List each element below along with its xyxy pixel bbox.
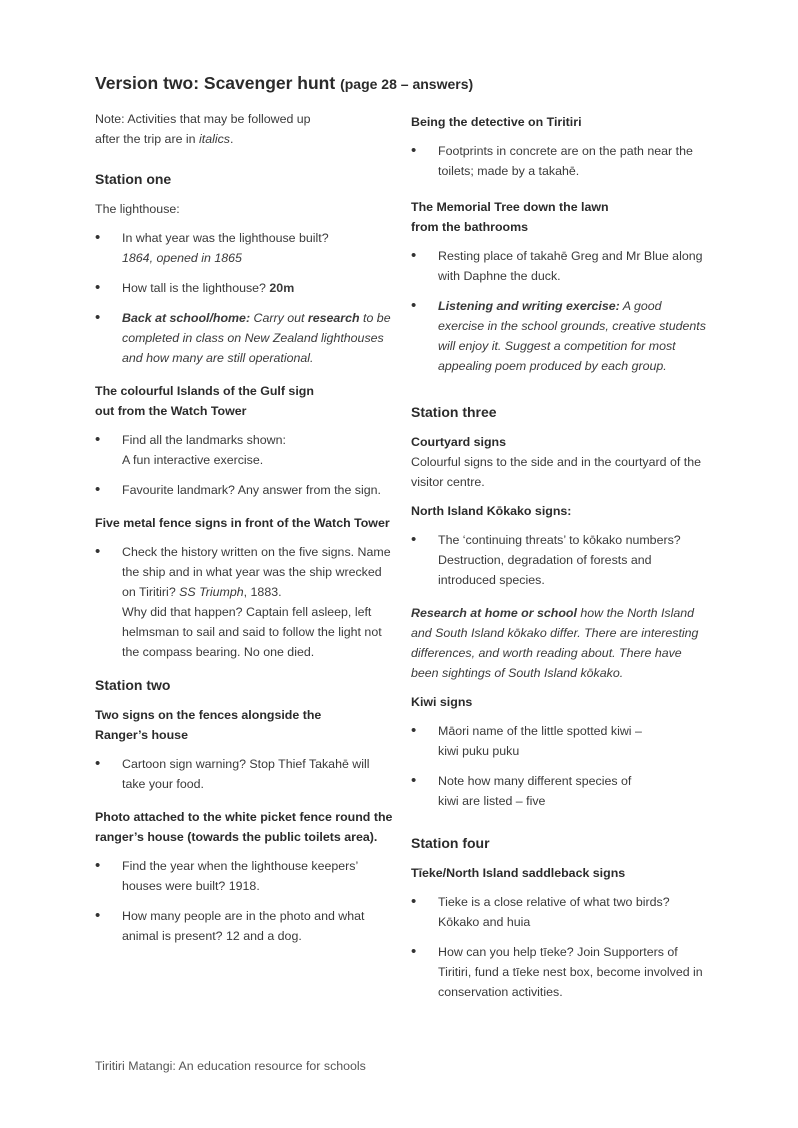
memorial-tree-heading: [411, 197, 709, 237]
heading-line: The Memorial Tree down the lawn: [411, 200, 609, 214]
answer: , 1883.: [243, 585, 282, 599]
courtyard-text: Colourful signs to the side and in the courtyard of the visitor centre.: [411, 455, 701, 489]
fence-signs-heading: Five metal fence signs in front of the Watch Tower: [95, 516, 390, 530]
list-item: [95, 228, 395, 268]
photo-fence-questions: [95, 856, 395, 946]
kiwi-heading: Kiwi signs: [411, 695, 473, 709]
ranger-signs-questions: [95, 754, 395, 794]
question: Check the history written on the five signs. Name the ship and in what year was the ship wrecked on Tiritiri?: [122, 545, 391, 599]
lighthouse-questions: [95, 228, 395, 368]
detective-questions: [411, 141, 709, 181]
answer: kiwi are listed – five: [438, 794, 546, 808]
list-item: [411, 721, 709, 761]
list-item: [95, 542, 395, 662]
italics-note: [95, 109, 395, 149]
list-item: • Footprints in concrete are on the path near the toilets; made by a takahē.: [411, 141, 709, 181]
list-item: [95, 278, 395, 298]
question: How tall is the lighthouse?: [122, 281, 270, 295]
tieke-questions: [411, 892, 709, 1002]
page-footer: Tiritiri Matangi: An education resource for schools: [95, 1059, 366, 1073]
kokako-heading: North Island Kōkako signs:: [411, 504, 572, 518]
fence-signs-questions: [95, 542, 395, 662]
heading-line: from the bathrooms: [411, 220, 529, 234]
list-item: • Cartoon sign warning? Stop Thief Takahē will take your food.: [95, 754, 395, 794]
list-item: • How can you help tīeke? Join Supporters of Tiritiri, fund a tīeke nest box, become involved in conservation activities.: [411, 942, 709, 1002]
detective-heading: Being the detective on Tiritiri: [411, 115, 582, 129]
list-item: • Find the year when the lighthouse keepers’ houses were built? 1918.: [95, 856, 395, 896]
note-line2-italic: italics: [199, 132, 230, 146]
note-line2-pre: after the trip are in: [95, 132, 199, 146]
list-item: • Resting place of takahē Greg and Mr Blue along with Daphne the duck.: [411, 246, 709, 286]
answer: 20m: [269, 281, 295, 295]
activity-research: research: [307, 311, 360, 325]
question: In what year was the lighthouse built?: [122, 231, 329, 245]
memorial-tree-questions: [411, 246, 709, 376]
question: Māori name of the little spotted kiwi –: [438, 724, 642, 738]
left-column: [95, 109, 395, 959]
list-item: [95, 430, 395, 470]
note-line1: Note: Activities that may be followed up: [95, 112, 311, 126]
activity-label: Listening and writing exercise:: [438, 299, 620, 313]
research-label: Research at home or school: [411, 606, 577, 620]
ship-name: SS Triumph: [179, 585, 244, 599]
list-item: • The ‘continuing threats’ to kōkako numbers? Destruction, degradation of forests and introduced species.: [411, 530, 709, 590]
heading-line: out from the Watch Tower: [95, 404, 247, 418]
question: Note how many different species of: [438, 774, 632, 788]
page-title-main: Version two: Scavenger hunt: [95, 73, 336, 93]
station-three-heading: Station three: [411, 404, 497, 420]
tieke-heading: Tīeke/North Island saddleback signs: [411, 866, 626, 880]
answer: 1864, opened in 1865: [122, 251, 242, 265]
list-item: • Favourite landmark? Any answer from the sign.: [95, 480, 395, 500]
activity-label: Back at school/home:: [122, 311, 251, 325]
question: Find all the landmarks shown:: [122, 433, 286, 447]
answer: Why did that happen? Captain fell asleep, left helmsman to sail and said to follow the light not the compass bearing. No one died.: [122, 605, 382, 659]
station-two-heading: Station two: [95, 677, 171, 693]
lighthouse-intro: The lighthouse:: [95, 202, 180, 216]
answer: Kōkako and huia: [438, 915, 531, 929]
heading-line: The colourful Islands of the Gulf sign: [95, 384, 314, 398]
list-item: [411, 771, 709, 811]
list-item: [95, 308, 395, 368]
station-four-heading: Station four: [411, 835, 490, 851]
question: Tieke is a close relative of what two birds?: [438, 895, 670, 909]
courtyard-heading: Courtyard signs: [411, 435, 507, 449]
list-item: [411, 296, 709, 376]
photo-fence-heading: Photo attached to the white picket fence round the ranger’s house (towards the public toilets area).: [95, 810, 393, 844]
station-one-heading: Station one: [95, 171, 172, 187]
islands-sign-heading: [95, 381, 395, 421]
heading-line: Ranger’s house: [95, 728, 188, 742]
activity-text: A good exercise in the school grounds, creative students will enjoy it. Suggest a competition for most appealing poem produced by each group.: [438, 299, 706, 373]
kiwi-questions: [411, 721, 709, 811]
page-title-sub: (page 28 – answers): [340, 76, 474, 92]
right-column: [411, 112, 709, 1015]
list-item: [411, 892, 709, 932]
activity-text: Carry out: [250, 311, 308, 325]
kokako-questions: [411, 530, 709, 590]
note-line2-post: .: [229, 132, 234, 146]
answer: A fun interactive exercise.: [122, 453, 264, 467]
activity-text: to be completed in class on New Zealand lighthouses and how many are still operational.: [122, 311, 391, 365]
list-item: • How many people are in the photo and what animal is present? 12 and a dog.: [95, 906, 395, 946]
research-text: how the North Island and South Island kōkako differ. There are interesting differences, and worth reading about. There have been sightings of South Island kōkako.: [411, 606, 699, 680]
heading-line: Two signs on the fences alongside the: [95, 708, 322, 722]
research-paragraph: [411, 603, 709, 683]
islands-sign-questions: [95, 430, 395, 500]
page-title: [95, 72, 473, 95]
ranger-signs-heading: [95, 705, 395, 745]
answer: kiwi puku puku: [438, 744, 520, 758]
